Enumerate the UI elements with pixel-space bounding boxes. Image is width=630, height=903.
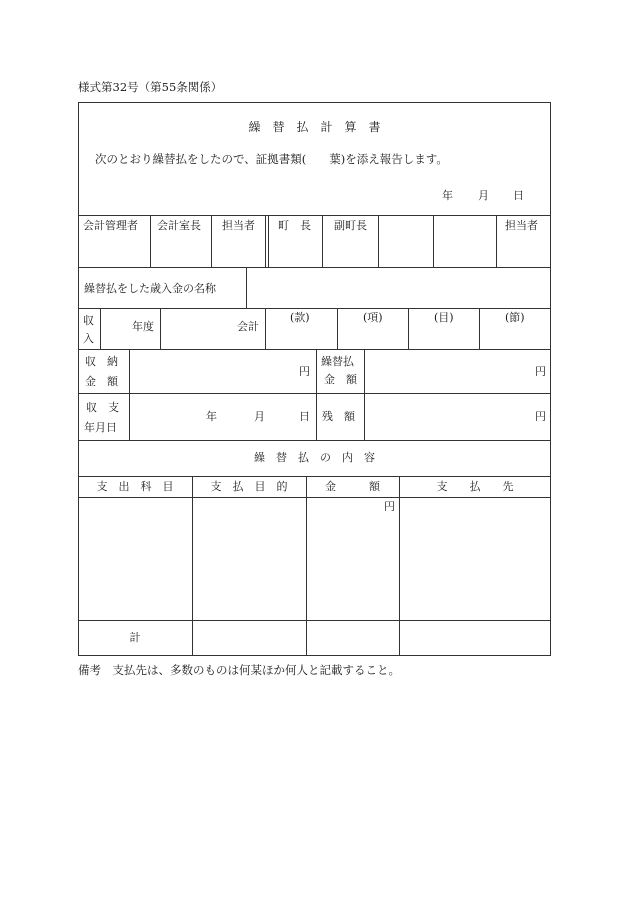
kou-label: (項)	[363, 311, 383, 324]
replacement-amount-label-bottom: 金 額	[324, 373, 357, 386]
kan-label: (款)	[290, 311, 310, 324]
header-amount: 金 額	[325, 480, 380, 493]
approver-mayor: 町 長	[278, 219, 311, 232]
received-amount-label-top: 収 納	[85, 355, 118, 368]
income-label-top: 収	[83, 314, 94, 327]
transaction-date-day: 日	[299, 410, 310, 423]
form-table	[78, 102, 551, 656]
date-year-label: 年	[442, 189, 453, 202]
account-label: 会計	[237, 320, 259, 333]
statement-text: 次のとおり繰替払をしたので、証拠書類( 葉)を添え報告します。	[95, 152, 448, 166]
approver-deputy-mayor: 副町長	[334, 219, 367, 232]
balance-label: 残 額	[322, 410, 355, 423]
moku-label: (目)	[434, 311, 454, 324]
details-title: 繰 替 払 の 内 容	[254, 451, 375, 464]
form-title: 繰 替 払 計 算 書	[248, 120, 381, 134]
date-day-label: 日	[513, 189, 524, 202]
form-number: 様式第32号（第55条関係）	[78, 80, 223, 94]
received-amount-label-bottom: 金 額	[85, 375, 118, 388]
header-payment-purpose: 支 払 目 的	[210, 480, 288, 493]
detail-amount-yen: 円	[384, 500, 395, 513]
balance-yen: 円	[535, 410, 546, 423]
fiscal-year-label: 年度	[132, 320, 154, 333]
approver-staff: 担当者	[222, 219, 255, 232]
replacement-amount-yen: 円	[535, 365, 546, 378]
transaction-date-label-bottom: 年月日	[84, 421, 117, 434]
transaction-date-month: 月	[254, 410, 265, 423]
replacement-amount-label-top: 繰替払	[321, 355, 354, 368]
header-payee: 支 払 先	[436, 480, 514, 493]
approver-staff-2: 担当者	[505, 219, 538, 232]
income-label-bottom: 入	[83, 332, 94, 345]
approver-accounting-director: 会計室長	[157, 219, 201, 232]
total-label: 計	[129, 631, 141, 644]
remarks: 備考 支払先は、多数のものは何某ほか何人と記載すること。	[78, 663, 400, 677]
setsu-label: (節)	[505, 311, 525, 324]
received-amount-yen: 円	[299, 365, 310, 378]
date-month-label: 月	[478, 189, 489, 202]
transaction-date-year: 年	[206, 410, 217, 423]
approver-accounting-manager: 会計管理者	[83, 219, 138, 232]
revenue-name-label: 繰替払をした歳入金の名称	[84, 282, 216, 295]
header-expense-item: 支 出 科 目	[96, 480, 174, 493]
transaction-date-label-top: 収 支	[86, 401, 119, 414]
